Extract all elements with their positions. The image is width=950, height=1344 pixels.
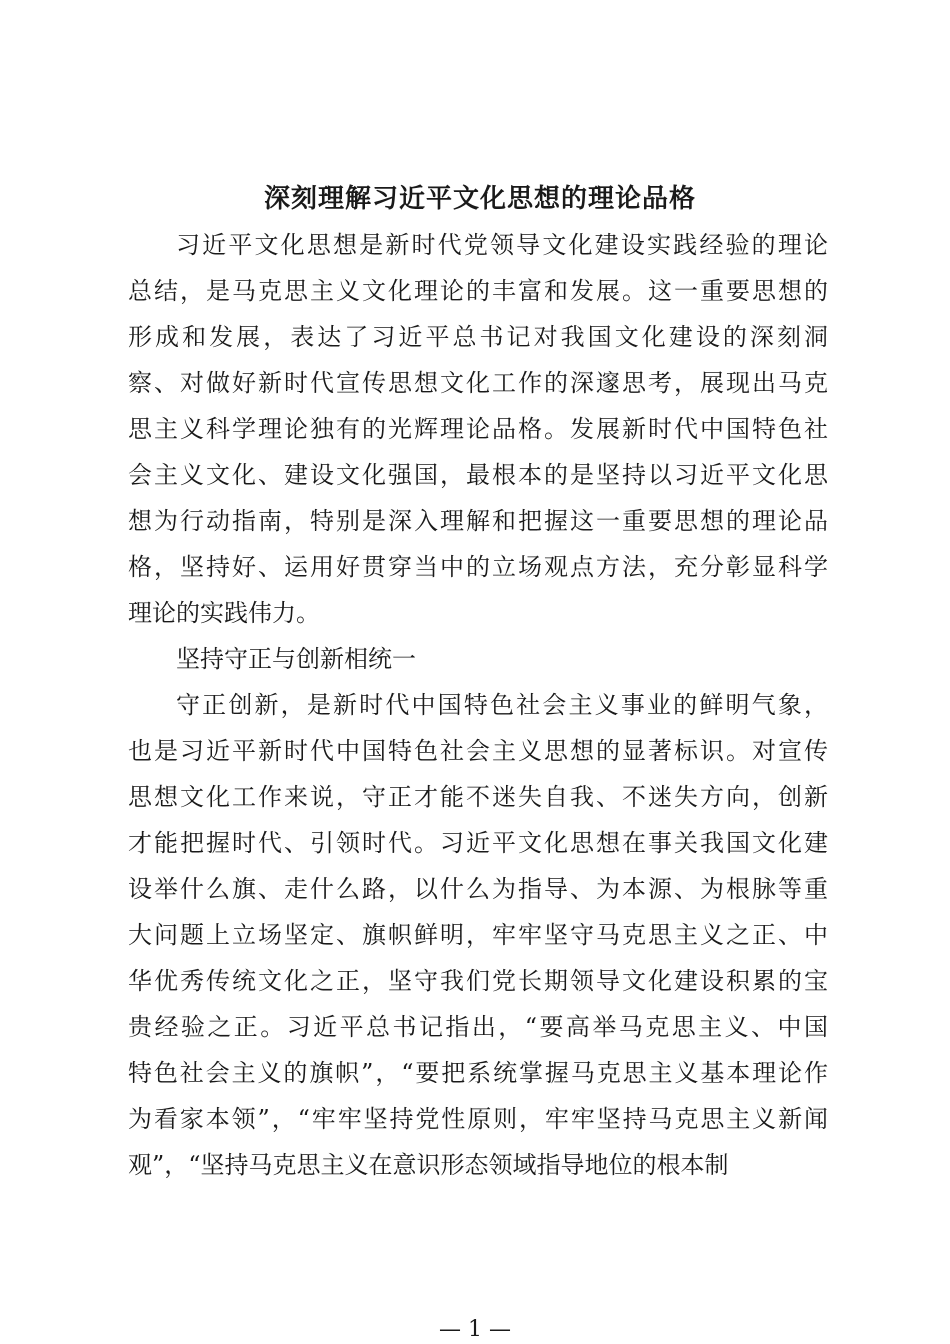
paragraph-line: 特色社会主义的旗帜”，“要把系统掌握马克思主义基本理论作 — [128, 1059, 828, 1087]
paragraph-line: 大问题上立场坚定、旗帜鲜明，牢牢坚守马克思主义之正、中 — [128, 921, 828, 949]
paragraph-line: 思主义科学理论独有的光辉理论品格。发展新时代中国特色社 — [128, 415, 828, 443]
section-heading: 坚持守正与创新相统一 — [176, 645, 416, 673]
paragraph-line: 想为行动指南，特别是深入理解和把握这一重要思想的理论品 — [128, 507, 828, 535]
paragraph-line: 察、对做好新时代宣传思想文化工作的深邃思考，展现出马克 — [128, 369, 828, 397]
paragraph-line: 会主义文化、建设文化强国，最根本的是坚持以习近平文化思 — [128, 461, 828, 489]
page-number: — 1 — — [439, 1317, 511, 1342]
paragraph-line: 总结，是马克思主义文化理论的丰富和发展。这一重要思想的 — [128, 277, 828, 305]
paragraph-line: 为看家本领”，“牢牢坚持党性原则，牢牢坚持马克思主义新闻 — [128, 1105, 828, 1133]
paragraph-line: 华优秀传统文化之正，坚守我们党长期领导文化建设积累的宝 — [128, 967, 828, 995]
paragraph-line: 设举什么旗、走什么路，以什么为指导、为本源、为根脉等重 — [128, 875, 828, 903]
paragraph-line: 格，坚持好、运用好贯穿当中的立场观点方法，充分彰显科学 — [128, 553, 828, 581]
paragraph-line: 习近平文化思想是新时代党领导文化建设实践经验的理论 — [176, 231, 828, 259]
paragraph-line: 贵经验之正。习近平总书记指出，“要高举马克思主义、中国 — [128, 1013, 828, 1041]
document-title: 深刻理解习近平文化思想的理论品格 — [263, 184, 696, 214]
paragraph-line: 形成和发展，表达了习近平总书记对我国文化建设的深刻洞 — [128, 323, 828, 351]
paragraph-line: 才能把握时代、引领时代。习近平文化思想在事关我国文化建 — [128, 829, 828, 857]
paragraph-line: 理论的实践伟力。 — [128, 599, 320, 627]
paragraph-line: 也是习近平新时代中国特色社会主义思想的显著标识。对宣传 — [128, 737, 828, 765]
paragraph-line: 守正创新，是新时代中国特色社会主义事业的鲜明气象， — [176, 691, 828, 719]
paragraph-line: 观”，“坚持马克思主义在意识形态领域指导地位的根本制 — [128, 1151, 729, 1179]
paragraph-line: 思想文化工作来说，守正才能不迷失自我、不迷失方向，创新 — [128, 783, 828, 811]
